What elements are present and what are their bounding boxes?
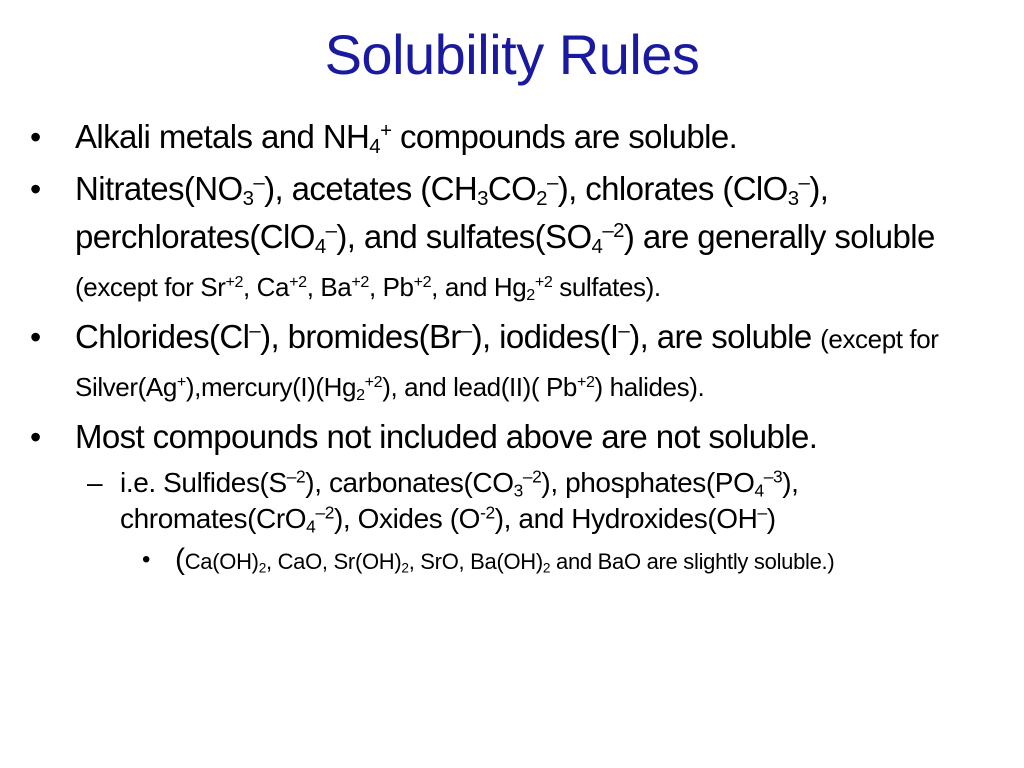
exceptions-note: (except for $Sr^{+2}$, $Ca^{+2}$, $Ba^{+2}$, $Pb^{+2}$, and $Hg_2^{+2}$ sulfates). — [75, 272, 661, 305]
bullet-list — [30, 113, 1005, 579]
bullet-chlorides — [30, 313, 1005, 409]
bullet-text: Alkali metals and $NH_4^+$ compounds are soluble. — [75, 118, 738, 159]
bullet-marker: • — [30, 319, 41, 355]
bullet-marker: • — [30, 119, 41, 155]
bullet-nitrates — [30, 165, 1005, 309]
bullet-marker: • — [142, 546, 151, 573]
sub-bullet-text: i.e. $Sulfides(S^{-2})$, $carbonates(CO_3^{-2})$, $phosphates(PO_4^{-3})$, chromates(CrO$_4^{-2}$), Oxides $(O^{-2})$, and Hydroxides(OH–) — [120, 466, 799, 537]
bullet-not-soluble — [30, 413, 1005, 461]
dash-marker: – — [87, 467, 103, 498]
sub-sub-bullet-slightly-soluble — [30, 543, 1005, 579]
bullet-marker: • — [30, 419, 41, 455]
bullet-alkali-metals — [30, 113, 1005, 161]
bullet-text: Most compounds not included above are not soluble. — [75, 418, 818, 455]
bullet-marker: • — [30, 171, 41, 207]
bullet-text: $Nitrates(NO_3^-)$, acetates $(CH_3CO_2^-)$, chlorates (ClO$_3$–), perchlorates(ClO$_4$–), and $sulfates(SO_4^{-2})$ are generally soluble (except for $Sr^{+2}$, $Ca^{+2}$, $Ba^{+2}$, $Pb^{+2}$, and $Hg_2^{+2}$ sulfates). — [75, 170, 935, 305]
bullet-text: Chlorides(Cl–), bromides(Br–), iodides(I–), are soluble (except for $Silver(Ag^+),mercury(I)(Hg_2^{+2})$, and lead(II)( $Pb^{+2}$) halides). — [75, 318, 939, 405]
sub-sub-bullet-text: ($Ca(OH)_2$, CaO, $Sr(OH)_2$, SrO, $Ba(OH)_2$ and BaO are slightly soluble.) — [175, 543, 835, 576]
sub-bullet-examples — [30, 465, 1005, 537]
slide-title: Solubility Rules — [324, 23, 700, 86]
exceptions-note: (except for $Silver(Ag^+),mercury(I)(Hg_2^{+2})$, and lead(II)( $Pb^{+2}$) halides). — [75, 324, 939, 405]
